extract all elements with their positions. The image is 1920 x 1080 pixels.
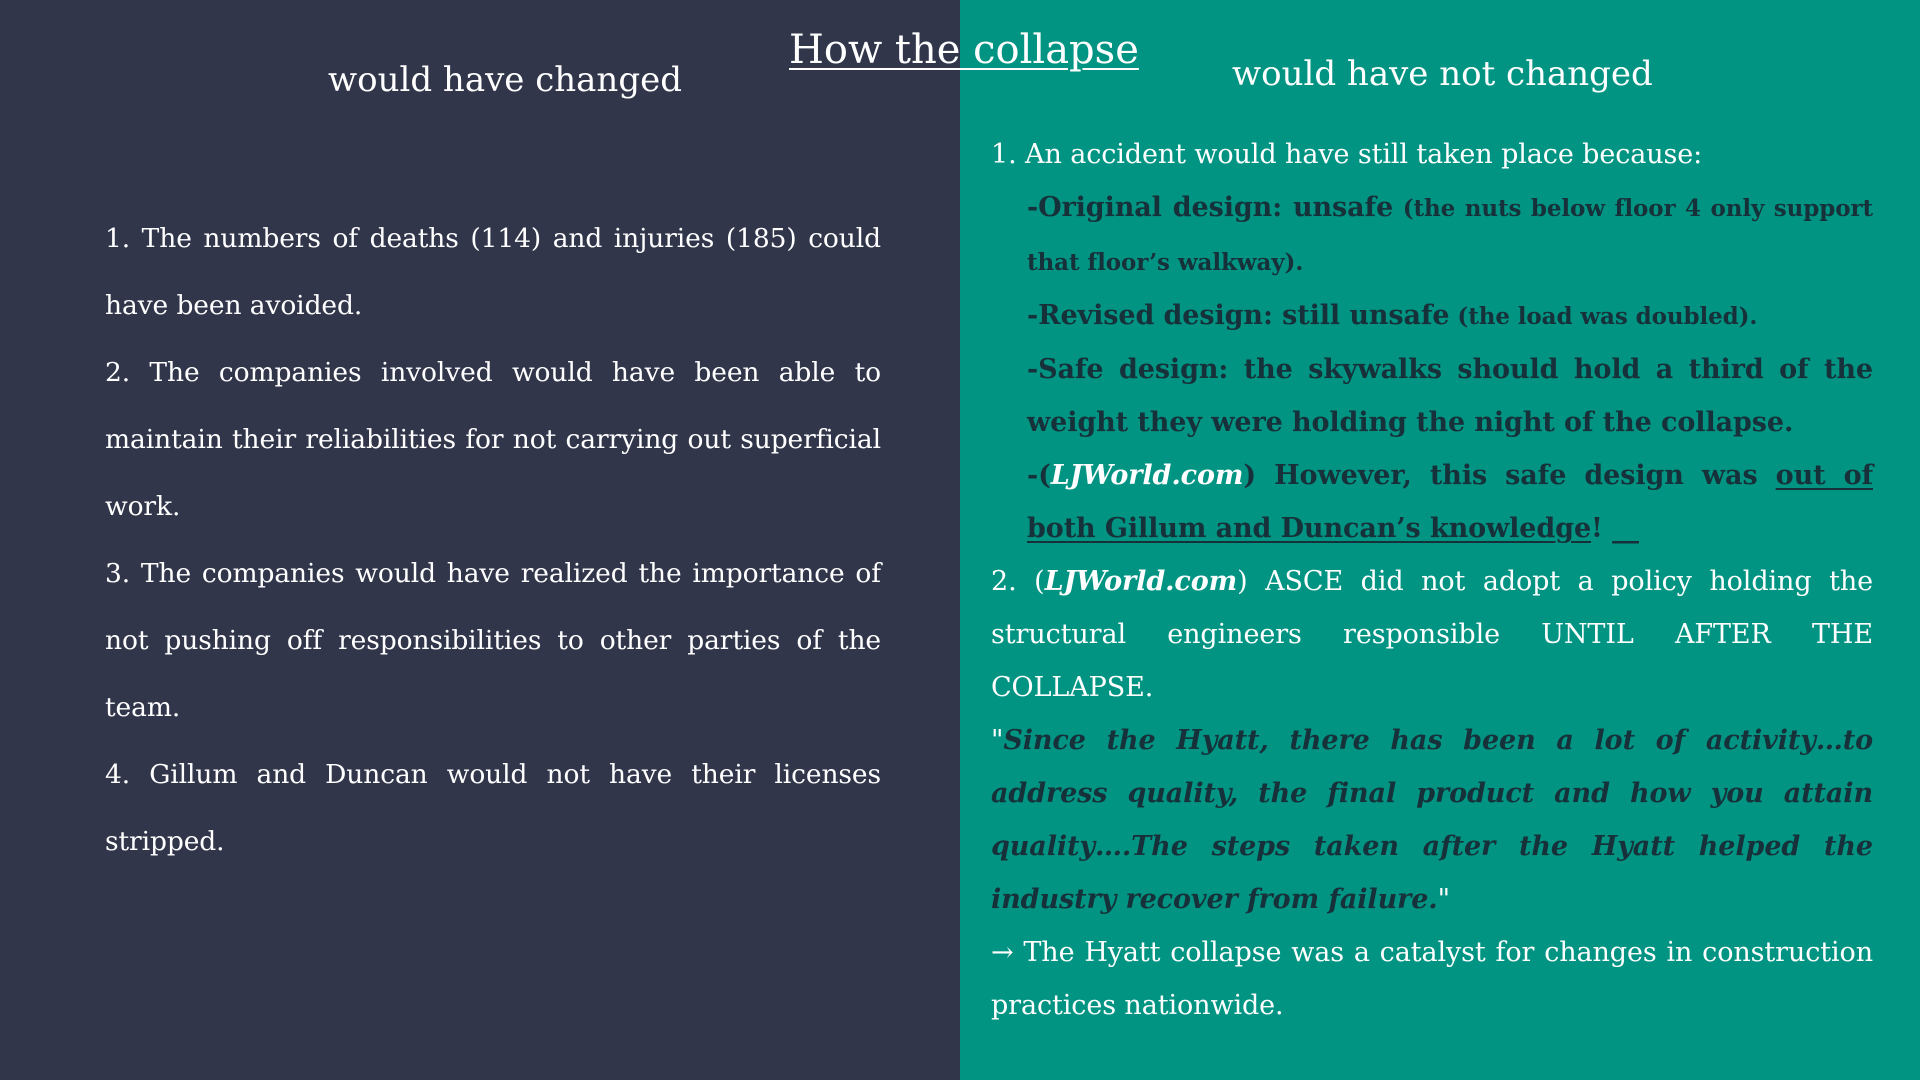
point-2-prefix: 2. ( bbox=[991, 566, 1045, 597]
source-knowledge-line bbox=[991, 449, 1873, 555]
source-suffix: ) bbox=[1243, 460, 1257, 491]
source-link-1[interactable]: LJWorld.com bbox=[1050, 460, 1244, 491]
left-item-1: 1. The numbers of deaths (114) and injuries (185) could have been avoided. bbox=[105, 223, 881, 321]
left-item-2: 2. The companies involved would have been able to maintain their reliabilities for not carrying out superficial work. bbox=[105, 357, 881, 522]
quote-open: " bbox=[991, 725, 1004, 756]
original-design-line bbox=[991, 181, 1873, 289]
point-2-text: ) ASCE did not adopt a policy holding the structural engineers responsible UNTIL AFTER THE COLLAPSE. bbox=[991, 566, 1874, 703]
right-column-heading: would have not changed bbox=[1232, 54, 1653, 94]
left-column-body bbox=[105, 205, 881, 875]
source-link-2[interactable]: LJWorld.com bbox=[1044, 566, 1238, 597]
quote-text: Since the Hyatt, there has been a lot of activity…to address quality, the final product and how you attain quality….The steps taken after the Hyatt helped the industry recover from failure. bbox=[991, 725, 1873, 915]
slide-title: How the collapse bbox=[789, 27, 1139, 73]
right-point-1-intro: 1. An accident would have still taken place because: bbox=[991, 139, 1703, 170]
source-prefix: -( bbox=[1027, 460, 1051, 491]
safe-design-line: -Safe design: the skywalks should hold a third of the weight they were holding the night of the collapse. bbox=[1027, 354, 1873, 438]
original-design-label: -Original design: unsafe bbox=[1027, 192, 1394, 223]
revised-design-line bbox=[991, 289, 1873, 343]
hyatt-quote bbox=[991, 714, 1873, 926]
original-design-note: (the nuts below floor 4 only support that floor’s walkway). bbox=[1027, 195, 1873, 276]
conclusion-line: → The Hyatt collapse was a catalyst for changes in construction practices nationwide. bbox=[991, 937, 1873, 1021]
however-text: However, this safe design was bbox=[1256, 460, 1776, 491]
revised-design-label: -Revised design: still unsafe bbox=[1027, 300, 1450, 331]
revised-design-note: (the load was doubled). bbox=[1449, 303, 1758, 330]
quote-close: " bbox=[1437, 884, 1450, 915]
left-column-heading: would have changed bbox=[328, 60, 682, 100]
left-item-4: 4. Gillum and Duncan would not have their licenses stripped. bbox=[105, 759, 881, 857]
knowledge-end: ! __ bbox=[1591, 513, 1639, 544]
right-point-2 bbox=[991, 555, 1873, 714]
left-item-3: 3. The companies would have realized the importance of not pushing off responsibilities to other parties of the team. bbox=[105, 558, 881, 723]
right-column-body bbox=[991, 128, 1873, 1032]
knowledge-text: out of both Gillum and Duncan’s knowledge bbox=[1027, 460, 1873, 544]
